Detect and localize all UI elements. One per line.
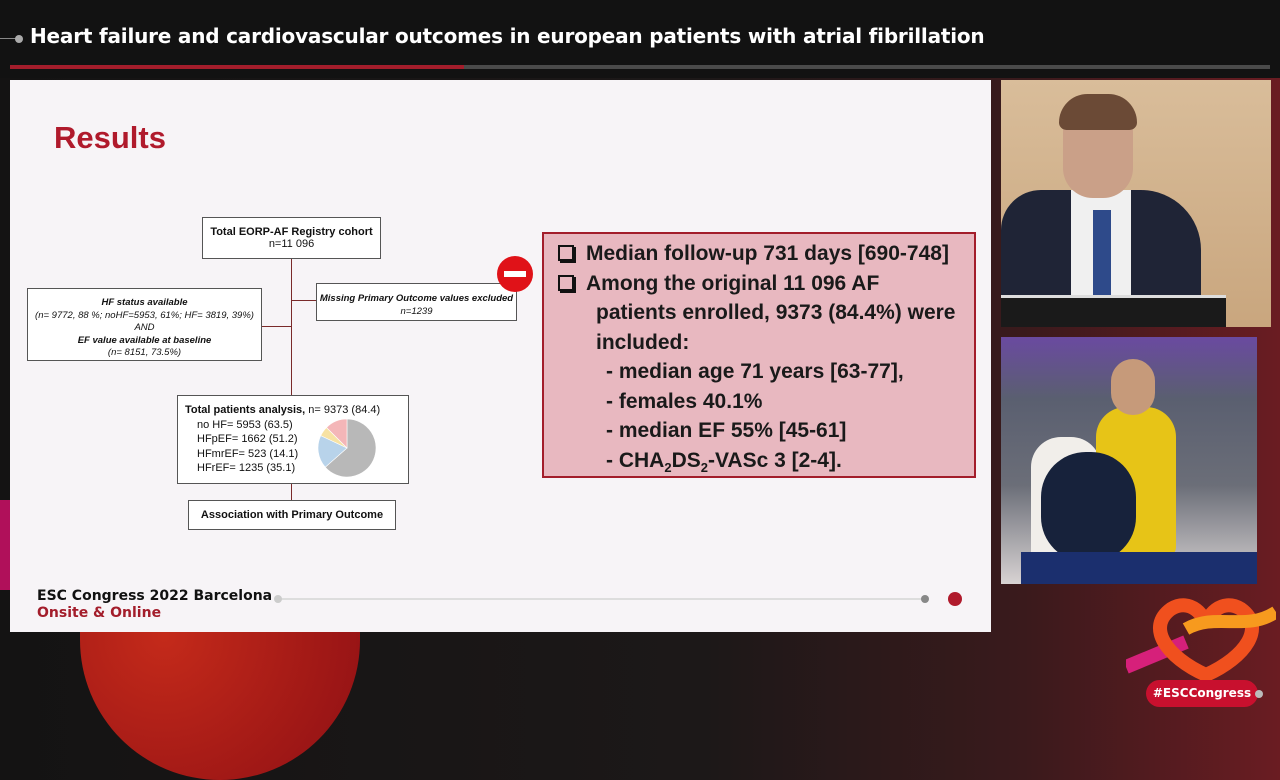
- ef-available-label: EF value available at baseline: [77, 334, 212, 346]
- speaker-tie: [1093, 210, 1111, 300]
- flow-connector-missing: [291, 300, 316, 301]
- flow-box-association: Association with Primary Outcome: [188, 500, 396, 530]
- top-bar: [0, 0, 1280, 78]
- slide-title: Results: [54, 120, 166, 155]
- session-progress-fill: [10, 65, 464, 69]
- analysis-item: HFpEF= 1662 (51.2): [197, 433, 298, 445]
- congress-title: ESC Congress 2022 Barcelona: [37, 588, 273, 604]
- summary-enrolled-line2: patients enrolled, 9373 (84.4%) were: [596, 301, 956, 324]
- checkbox-bullet-icon: [558, 275, 574, 291]
- flow-box-hf-available: [27, 288, 262, 361]
- hf-status-counts: (n= 9772, 88 %; noHF=5953, 61%; HF= 3819, 39%): [35, 309, 254, 321]
- analysis-label: Total patients analysis,: [185, 404, 306, 416]
- audience-person: [1041, 452, 1136, 562]
- summary-followup: Median follow-up 731 days [690-748]: [586, 242, 949, 265]
- speaker-video-feed: [1001, 80, 1271, 327]
- session-title: Heart failure and cardiovascular outcomes in european patients with atrial fibrillation: [30, 24, 985, 48]
- analysis-n: n= 9373 (84.4): [308, 404, 381, 416]
- footer-dot-active: [948, 592, 962, 606]
- total-cohort-label: Total EORP-AF Registry cohort: [210, 226, 373, 238]
- analysis-item: HFrEF= 1235 (35.1): [197, 462, 296, 474]
- decorative-strip: [0, 500, 10, 590]
- missing-n: n=1239: [400, 306, 433, 317]
- summary-chadsvasc: - $CHA_2DS_2$-VASc 3 [2-4].: [606, 448, 842, 475]
- hf-status-label: HF status available: [101, 297, 188, 308]
- no-entry-icon: [497, 256, 533, 292]
- footer-divider: [278, 598, 926, 600]
- flow-connector-hf: [262, 326, 291, 327]
- esc-congress-logo-icon: [1126, 597, 1276, 687]
- missing-label: Missing Primary Outcome values excluded: [319, 293, 514, 304]
- flow-connector-assoc: [291, 484, 292, 500]
- summary-enrolled-line1: Among the original 11 096 AF: [586, 271, 880, 295]
- summary-age: - median age 71 years [63-77],: [606, 360, 904, 383]
- summary-enrolled-line3: included:: [596, 330, 690, 354]
- audience-person-body: [1021, 552, 1257, 584]
- footer-dot: [921, 595, 929, 603]
- audience-head: [1111, 359, 1155, 415]
- hashtag-dot: [1255, 690, 1263, 698]
- congress-subtitle: Onsite & Online: [37, 605, 162, 621]
- summary-females: - females 40.1%: [606, 389, 763, 413]
- results-summary-box: [542, 232, 976, 478]
- hf-distribution-pie-chart: [318, 419, 376, 477]
- session-progress-bar[interactable]: [10, 65, 1270, 69]
- footer-dot: [274, 595, 282, 603]
- audience-video-feed: [1001, 337, 1257, 584]
- hashtag-badge: #ESCCongress: [1146, 680, 1258, 707]
- title-connector-line: [0, 38, 16, 39]
- flow-box-total-cohort: [202, 217, 381, 259]
- slide-footer: [10, 585, 991, 632]
- analysis-item: HFmrEF= 523 (14.1): [197, 447, 299, 460]
- ef-available-counts: (n= 8151, 73.5%): [107, 347, 182, 358]
- flow-box-missing-excluded: [316, 283, 517, 321]
- summary-ef: - median EF 55% [45-61]: [606, 419, 847, 442]
- podium: [1001, 295, 1226, 327]
- presentation-slide: [10, 80, 991, 632]
- speaker-hair: [1059, 94, 1137, 130]
- analysis-item: no HF= 5953 (63.5): [197, 418, 293, 431]
- checkbox-bullet-icon: [558, 245, 574, 261]
- total-cohort-n: n=11 096: [268, 238, 315, 250]
- hf-and-label: AND: [134, 322, 155, 333]
- title-bullet-dot: [15, 35, 23, 43]
